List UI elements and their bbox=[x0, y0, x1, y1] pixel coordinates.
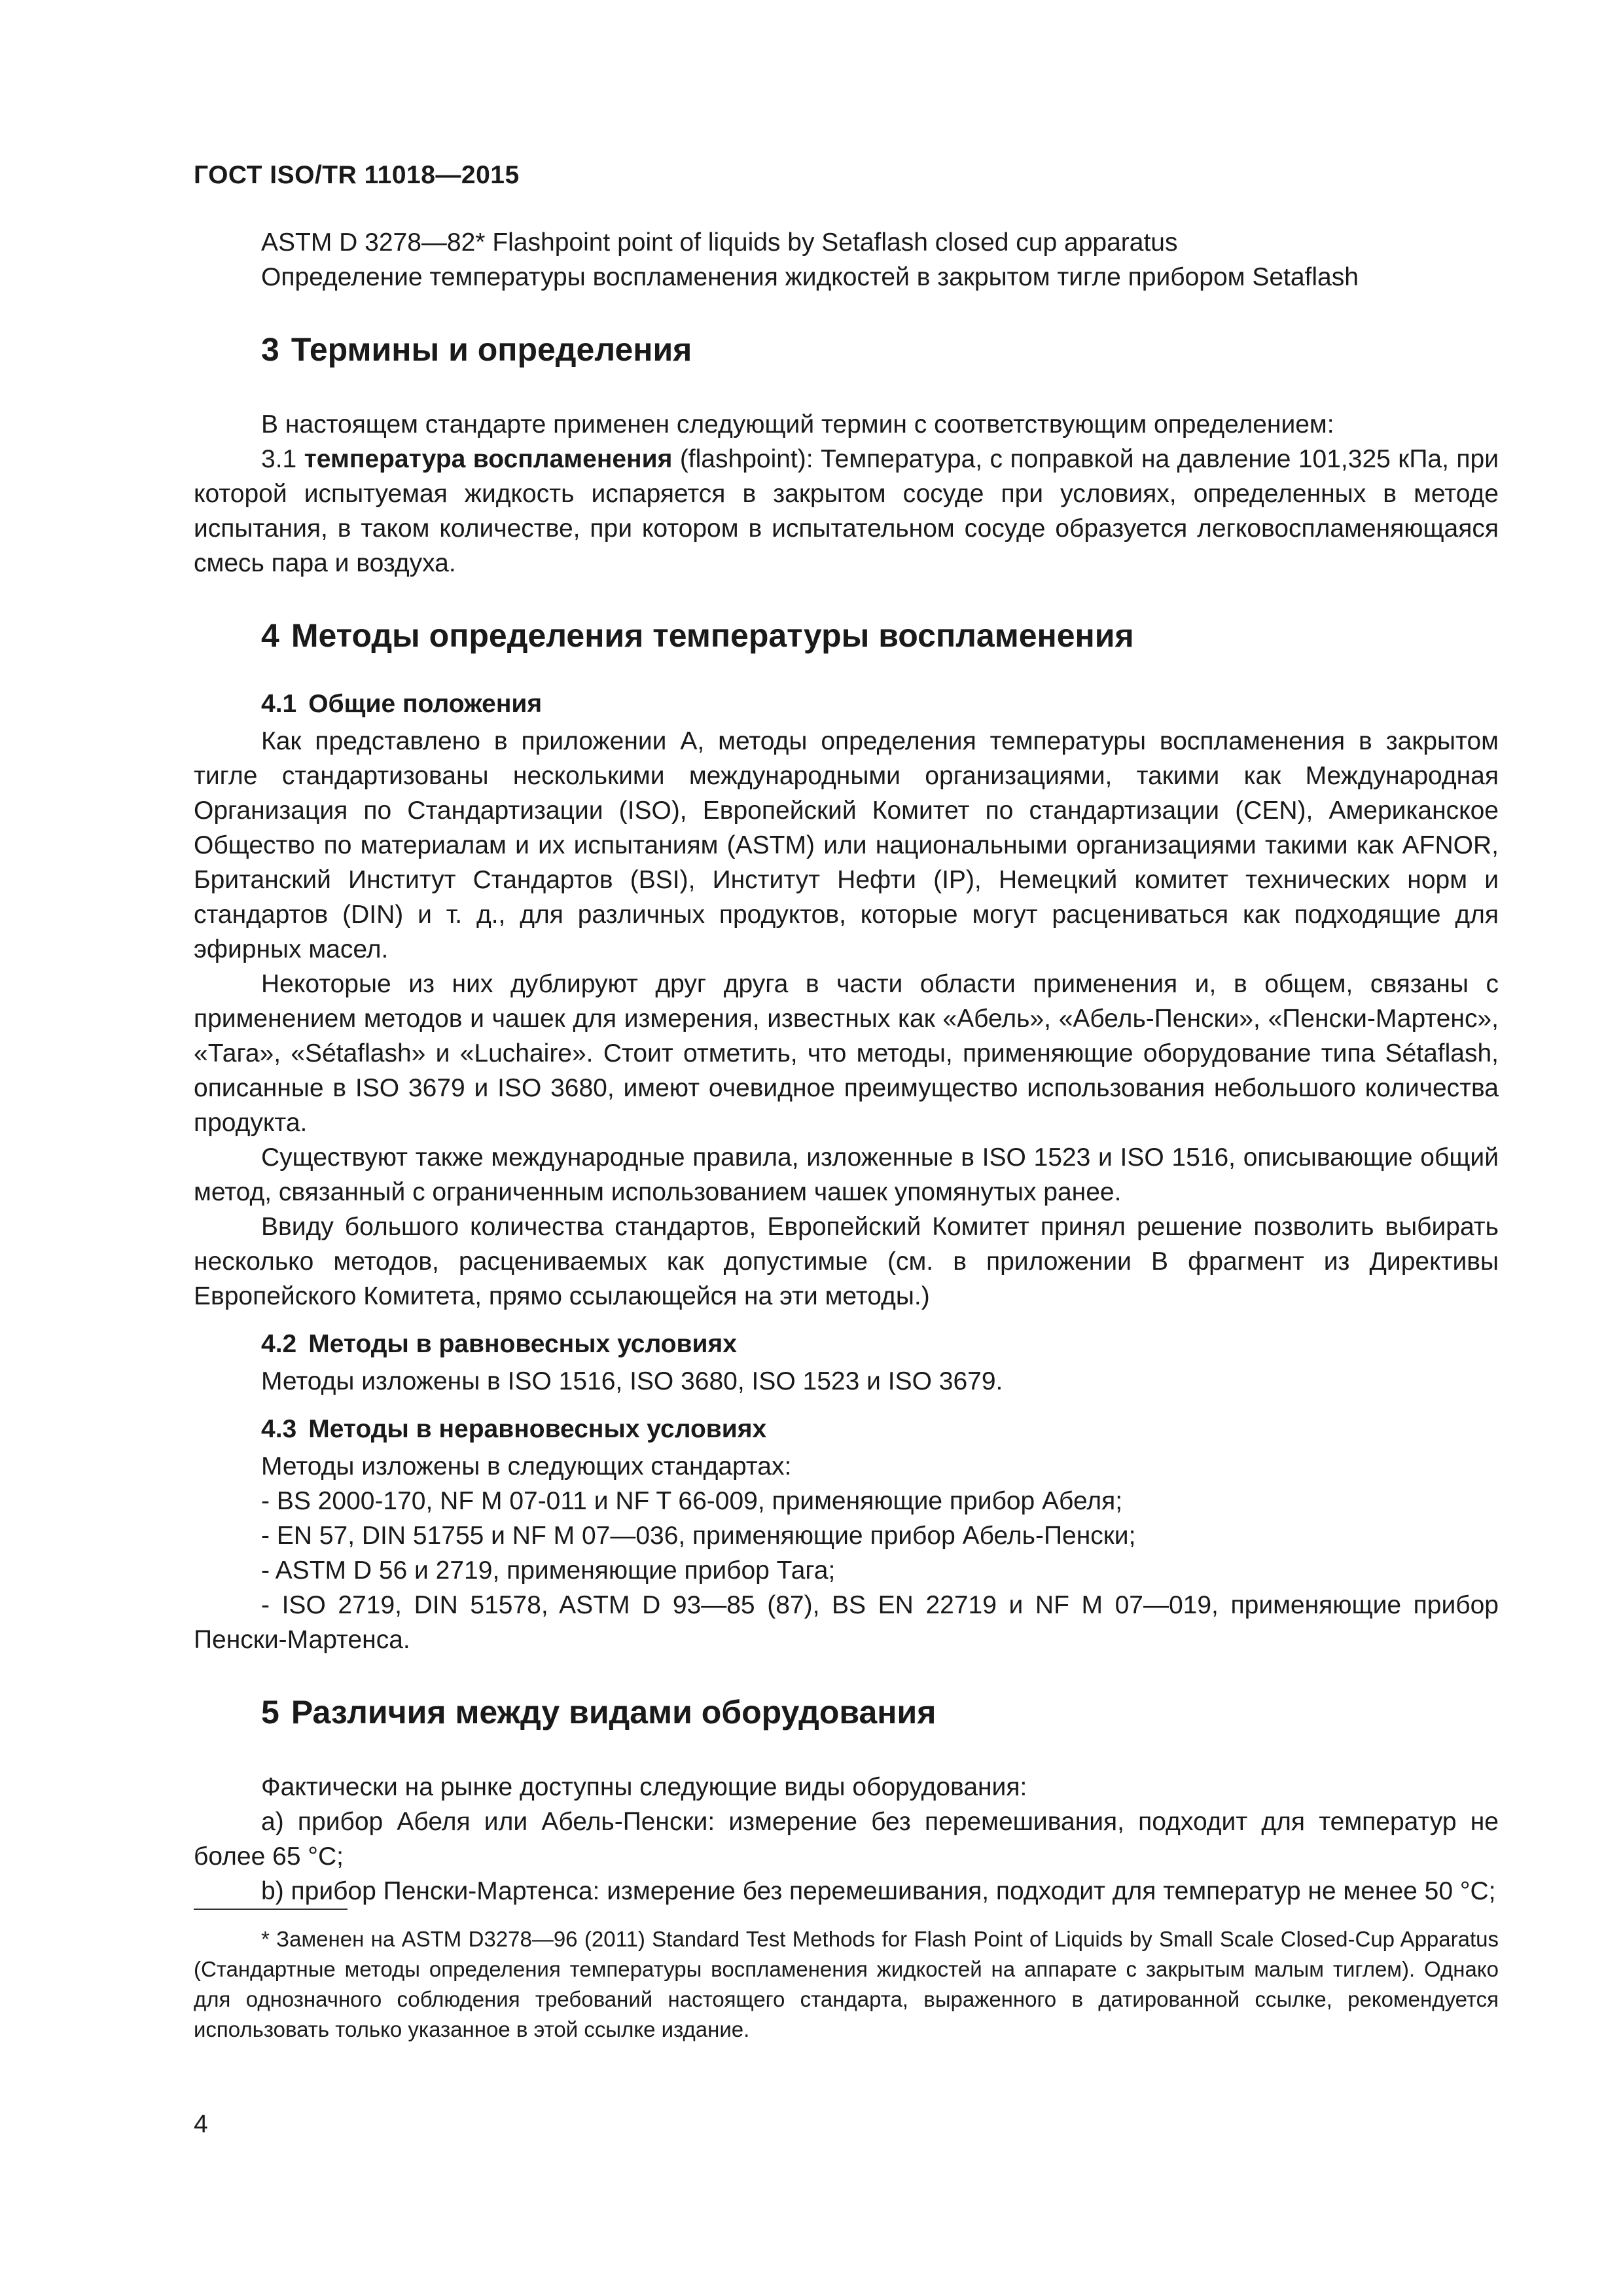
astm-reference: ASTM D 3278—82* Flashpoint point of liquids by Setaflash closed cup apparatus bbox=[261, 228, 1178, 257]
paragraph-4-2: Методы изложены в ISO 1516, ISO 3680, ISO 1523 и ISO 3679. bbox=[261, 1367, 1003, 1395]
footnote-text: * Заменен на ASTM D3278—96 (2011) Standard Test Methods for Flash Point of Liquids by Small Scale Closed-Cup Apparatus (Стандартные методы определения температуры воспламенения жидкостей на аппарате с закрытым малым тиглем). Однако для однозначного соблюдения требований настоящего стандарта, выраженного в датированной ссылке, рекомендуется использовать только указанное в этой ссылке издание. bbox=[194, 1927, 1499, 2041]
page-number: 4 bbox=[194, 2110, 208, 2138]
list-item: - ISO 2719, DIN 51578, ASTM D 93—85 (87), BS EN 22719 и NF M 07—019, применяющие прибор Пенски-Мартенса. bbox=[194, 1591, 1499, 1654]
section-5-intro: Фактически на рынке доступны следующие виды оборудования: bbox=[261, 1773, 1027, 1801]
paragraph-4-3-intro: Методы изложены в следующих стандартах: bbox=[261, 1452, 792, 1480]
section-5-number: 5 bbox=[261, 1694, 279, 1731]
subsection-4-1-heading bbox=[194, 687, 1499, 721]
definition-number: 3.1 bbox=[261, 445, 304, 473]
list-item: - ASTM D 56 и 2719, применяющие прибор Тага; bbox=[261, 1556, 836, 1585]
astm-reference-translation: Определение температуры воспламенения жидкостей в закрытом тигле прибором Setaflash bbox=[261, 263, 1359, 291]
footnote bbox=[194, 1924, 1499, 2045]
section-5-title: Различия между видами оборудования bbox=[291, 1694, 936, 1731]
subsection-4-3-title: Методы в неравновесных условиях bbox=[308, 1415, 767, 1443]
section-4-number: 4 bbox=[261, 617, 279, 654]
list-item-a: a) прибор Абеля или Абель-Пенски: измерение без перемешивания, подходит для температур не более 65 °С; bbox=[194, 1808, 1499, 1871]
section-4-title: Методы определения температуры воспламенения bbox=[291, 617, 1134, 654]
paragraph-4-1-b: Некоторые из них дублируют друг друга в части области применения и, в общем, связаны с применением методов и чашек для измерения, известных как «Абель», «Абель-Пенски», «Пенски-Мартенс», «Тага», «Sétaflash» и «Luchaire». Стоит отметить, что методы, применяющие оборудование типа Sétaflash, описанные в ISO 3679 и ISO 3680, имеют очевидное преимущество использования небольшого количества продукта. bbox=[194, 970, 1499, 1137]
subsection-4-2-title: Методы в равновесных условиях bbox=[308, 1330, 737, 1358]
subsection-4-2-heading bbox=[194, 1327, 1499, 1361]
subsection-4-1-number: 4.1 bbox=[261, 690, 297, 718]
subsection-4-1-title: Общие положения bbox=[308, 690, 543, 718]
subsection-4-3-heading bbox=[194, 1412, 1499, 1446]
section-3-intro: В настоящем стандарте применен следующий термин с соответствующим определением: bbox=[261, 410, 1334, 439]
section-3-heading bbox=[194, 330, 1499, 369]
document-header: ГОСТ ISO/TR 11018—2015 bbox=[194, 161, 520, 189]
paragraph-4-1-c: Существуют также международные правила, изложенные в ISO 1523 и ISO 1516, описывающие общий метод, связанный с ограниченным использованием чашек упомянутых ранее. bbox=[194, 1143, 1499, 1206]
section-3-title: Термины и определения bbox=[291, 331, 692, 368]
paragraph-4-1-a: Как представлено в приложении А, методы определения температуры воспламенения в закрытом тигле стандартизованы несколькими международными организациями, такими как Международная Организация по Стандартизации (ISO), Европейский Комитет по стандартизации (CEN), Американское Общество по материалам и их испытаниям (ASTM) или национальными организациями такими как AFNOR, Британский Институт Стандартов (BSI), Институт Нефти (IP), Немецкий комитет технических норм и стандартов (DIN) и т. д., для различных продуктов, которые могут расцениваться как подходящие для эфирных масел. bbox=[194, 727, 1499, 963]
section-3-number: 3 bbox=[261, 331, 279, 368]
definition-text: (flashpoint): Температура, с поправкой на давление 101,325 кПа, при которой испытуемая жидкость испаряется в закрытом сосуде при условиях, определенных в методе испытания, в таком количестве, при котором в испытательном сосуде образуется легковоспламеняющаяся смесь пара и воздуха. bbox=[194, 445, 1499, 577]
document-body bbox=[194, 225, 1499, 1909]
list-item-b: b) прибор Пенски-Мартенса: измерение без перемешивания, подходит для температур не менее 50 °С; bbox=[261, 1877, 1496, 1905]
definition-3-1 bbox=[194, 442, 1499, 581]
subsection-4-2-number: 4.2 bbox=[261, 1330, 297, 1358]
paragraph-4-1-d: Ввиду большого количества стандартов, Европейский Комитет принял решение позволить выбирать несколько методов, расцениваемых как допустимые (см. в приложении В фрагмент из Директивы Европейского Комитета, прямо ссылающейся на эти методы.) bbox=[194, 1213, 1499, 1310]
subsection-4-3-number: 4.3 bbox=[261, 1415, 297, 1443]
list-item: - BS 2000-170, NF M 07-011 и NF T 66-009, применяющие прибор Абеля; bbox=[261, 1487, 1123, 1515]
definition-term: температура воспламенения bbox=[304, 445, 673, 473]
section-4-heading bbox=[194, 616, 1499, 655]
section-5-heading bbox=[194, 1693, 1499, 1732]
footnote-divider bbox=[194, 1909, 348, 1910]
list-item: - EN 57, DIN 51755 и NF M 07—036, применяющие прибор Абель-Пенски; bbox=[261, 1522, 1136, 1550]
